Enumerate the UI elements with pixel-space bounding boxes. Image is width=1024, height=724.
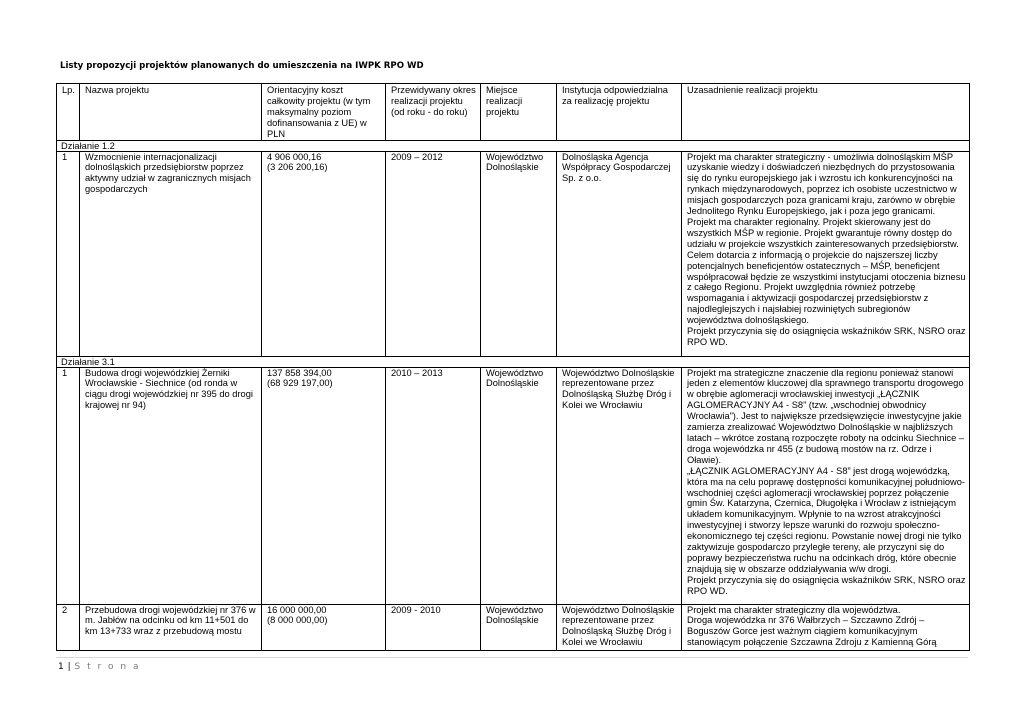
header-justification: Uzasadnienie realizacji projektu [682,84,970,141]
page-label: S t r o n a [74,662,141,672]
section-label: Działanie 1.2 [57,140,970,151]
header-institution: Instytucja odpowiedzialna za realizację projektu [557,84,682,141]
cell-institution: Województwo Dolnośląskie reprezentowane przez Dolnośląską Służbę Dróg i Kolei we Wrocławiu [557,367,682,604]
cell-cost [262,367,386,604]
footer-divider [56,657,968,658]
page-footer [58,662,141,672]
header-cost: Orientacyjny koszt całkowity projektu (w tym maksymalny poziom dofinansowania z UE) w PLN [262,84,386,141]
footer-separator: | [67,662,72,672]
justification-paragraph: Projekt przyczynia się do osiągnięcia wskaźników SRK, NSRO oraz RPO WD. [687,326,966,347]
table-row [57,367,970,604]
cost-total: 4 906 000,16 [267,151,322,162]
cell-justification [682,151,970,356]
cell-justification [682,604,970,650]
header-location: Miejsce realizacji projektu [481,84,557,141]
cell-lp: 2 [57,604,80,650]
justification-paragraph: Projekt ma charakter strategiczny dla województwa. [687,604,901,615]
projects-table [56,83,970,651]
cell-justification [682,367,970,604]
justification-paragraph: Droga wojewódzka nr 376 Wałbrzych – Szczawno Zdrój – Boguszów Gorce jest ważnym ciągiem komunikacyjnym stanowiącym połączenie Szczawna Zdroju z Kamienną Górą [687,615,937,648]
cell-lp: 1 [57,151,80,356]
document-title: Listy propozycji projektów planowanych do umieszczenia na IWPK RPO WD [60,61,424,71]
cell-cost [262,604,386,650]
page-number: 1 [58,662,65,672]
cell-location: Województwo Dolnośląskie [481,151,557,356]
cost-eu: (8 000 000,00) [267,615,328,626]
cell-period: 2009 – 2012 [386,151,481,356]
cost-eu: (3 206 200,16) [267,162,328,173]
cell-institution: Dolnośląska Agencja Współpracy Gospodarczej Sp. z o.o. [557,151,682,356]
cell-name: Przebudowa drogi wojewódzkiej nr 376 w m. Jabłów na odcinku od km 11+501 do km 13+733 wraz z przebudową mostu [80,604,262,650]
section-label: Działanie 3.1 [57,356,970,367]
cell-period: 2009 - 2010 [386,604,481,650]
cell-institution: Województwo Dolnośląskie reprezentowane przez Dolnośląską Służbę Dróg i Kolei we Wrocławiu [557,604,682,650]
cost-eu: (68 929 197,00) [267,378,333,389]
justification-paragraph: Projekt ma charakter strategiczny - umożliwia dolnośląskim MŚP uzyskanie wiedzy i doświadczeń niezbędnych do przystosowania się do rynku europejskiego jak i wzrostu ich konkurencyjności na rynkach międzynarodowych, poprzez ich osobiste uczestnictwo w misjach gospodarczych poza granicami kraju, zarówno w obrębie Jednolitego Rynku Europejskiego, jak i poza jego granicami. [687,151,957,217]
justification-paragraph: Projekt ma strategiczne znaczenie dla regionu ponieważ stanowi jeden z elementów kluczowej dla sprawnego transportu drogowego w obrębie aglomeracji wrocławskiej inwestycji „ŁĄCZNIK AGLOMERACYJNY A4 - S8” (tzw. „wschodniej obwodnicy Wrocławia”). Jest to największe przedsięwzięcie inwestycyjne jakie zamierza zrealizować Województwo Dolnośląskie w najbliższych latach – wkrótce zostaną rozpoczęte roboty na odcinku Siechnice – droga wojewódzka nr 455 (z budową mostów na rz. Odrze i Oławie). [687,367,965,465]
justification-paragraph: Projekt ma charakter regionalny. Projekt skierowany jest do wszystkich MŚP w regionie. Projekt gwarantuje równy dostęp do udziału w projekcie wszystkich zainteresowanych przedsiębiorstw. Celem dotarcia z informacją o projekcie do najszerszej liczby potencjalnych beneficjentów ostatecznych – MŚP, beneficjent współpracował będzie ze wszystkimi instytucjami otoczenia biznesu z całego Regionu. Projekt uwzględnia również potrzebę wspomagania i aktywizacji gospodarczej przedsiębiorstw z najodleglejszych i najsłabiej rozwiniętych subregionów województwa dolnośląskiego. [687,216,966,326]
justification-paragraph: „ŁĄCZNIK AGLOMERACYJNY A4 - S8” jest drogą wojewódzką, która ma na celu poprawę dostępności komunikacyjnej południowo-wschodniej części aglomeracji wrocławskiej poprzez połączenie gmin Św. Katarzyna, Czernica, Długołęka i Wrocław z istniejącym układem komunikacyjnym. Wpłynie to na wzrost atrakcyjności inwestycyjnej i stworzy lepsze warunki do rozwoju społeczno-ekonomicznego tej części regionu. Powstanie nowej drogi nie tylko zaktywizuje gospodarczo przyległe tereny, ale przyczyni się do poprawy bezpieczeństwa ruchu na odcinkach dróg, które obecnie znajdują się w obszarze oddziaływania w/w drogi. [687,465,966,574]
table-row [57,604,970,650]
cell-period: 2010 – 2013 [386,367,481,604]
cost-total: 137 858 394,00 [267,367,332,378]
justification-paragraph: Projekt przyczynia się do osiągnięcia wskaźników SRK, NSRO oraz RPO WD. [687,574,966,596]
section-row [57,356,970,367]
cost-total: 16 000 000,00 [267,604,327,615]
section-row [57,140,970,151]
table-row [57,151,970,356]
header-name: Nazwa projektu [80,84,262,141]
header-lp: Lp. [57,84,80,141]
cell-name: Budowa drogi wojewódzkiej Żerniki Wrocławskie - Siechnice (od ronda w ciągu drogi wojewódzkiej nr 395 do drogi krajowej nr 94) [80,367,262,604]
header-period: Przewidywany okres realizacji projektu (od roku - do roku) [386,84,481,141]
cell-lp: 1 [57,367,80,604]
cell-cost [262,151,386,356]
cell-location: Województwo Dolnośląskie [481,604,557,650]
table-header-row [57,84,970,141]
cell-name: Wzmocnienie internacjonalizacji dolnośląskich przedsiębiorstw poprzez aktywny udział w zagranicznych misjach gospodarczych [80,151,262,356]
cell-location: Województwo Dolnośląskie [481,367,557,604]
